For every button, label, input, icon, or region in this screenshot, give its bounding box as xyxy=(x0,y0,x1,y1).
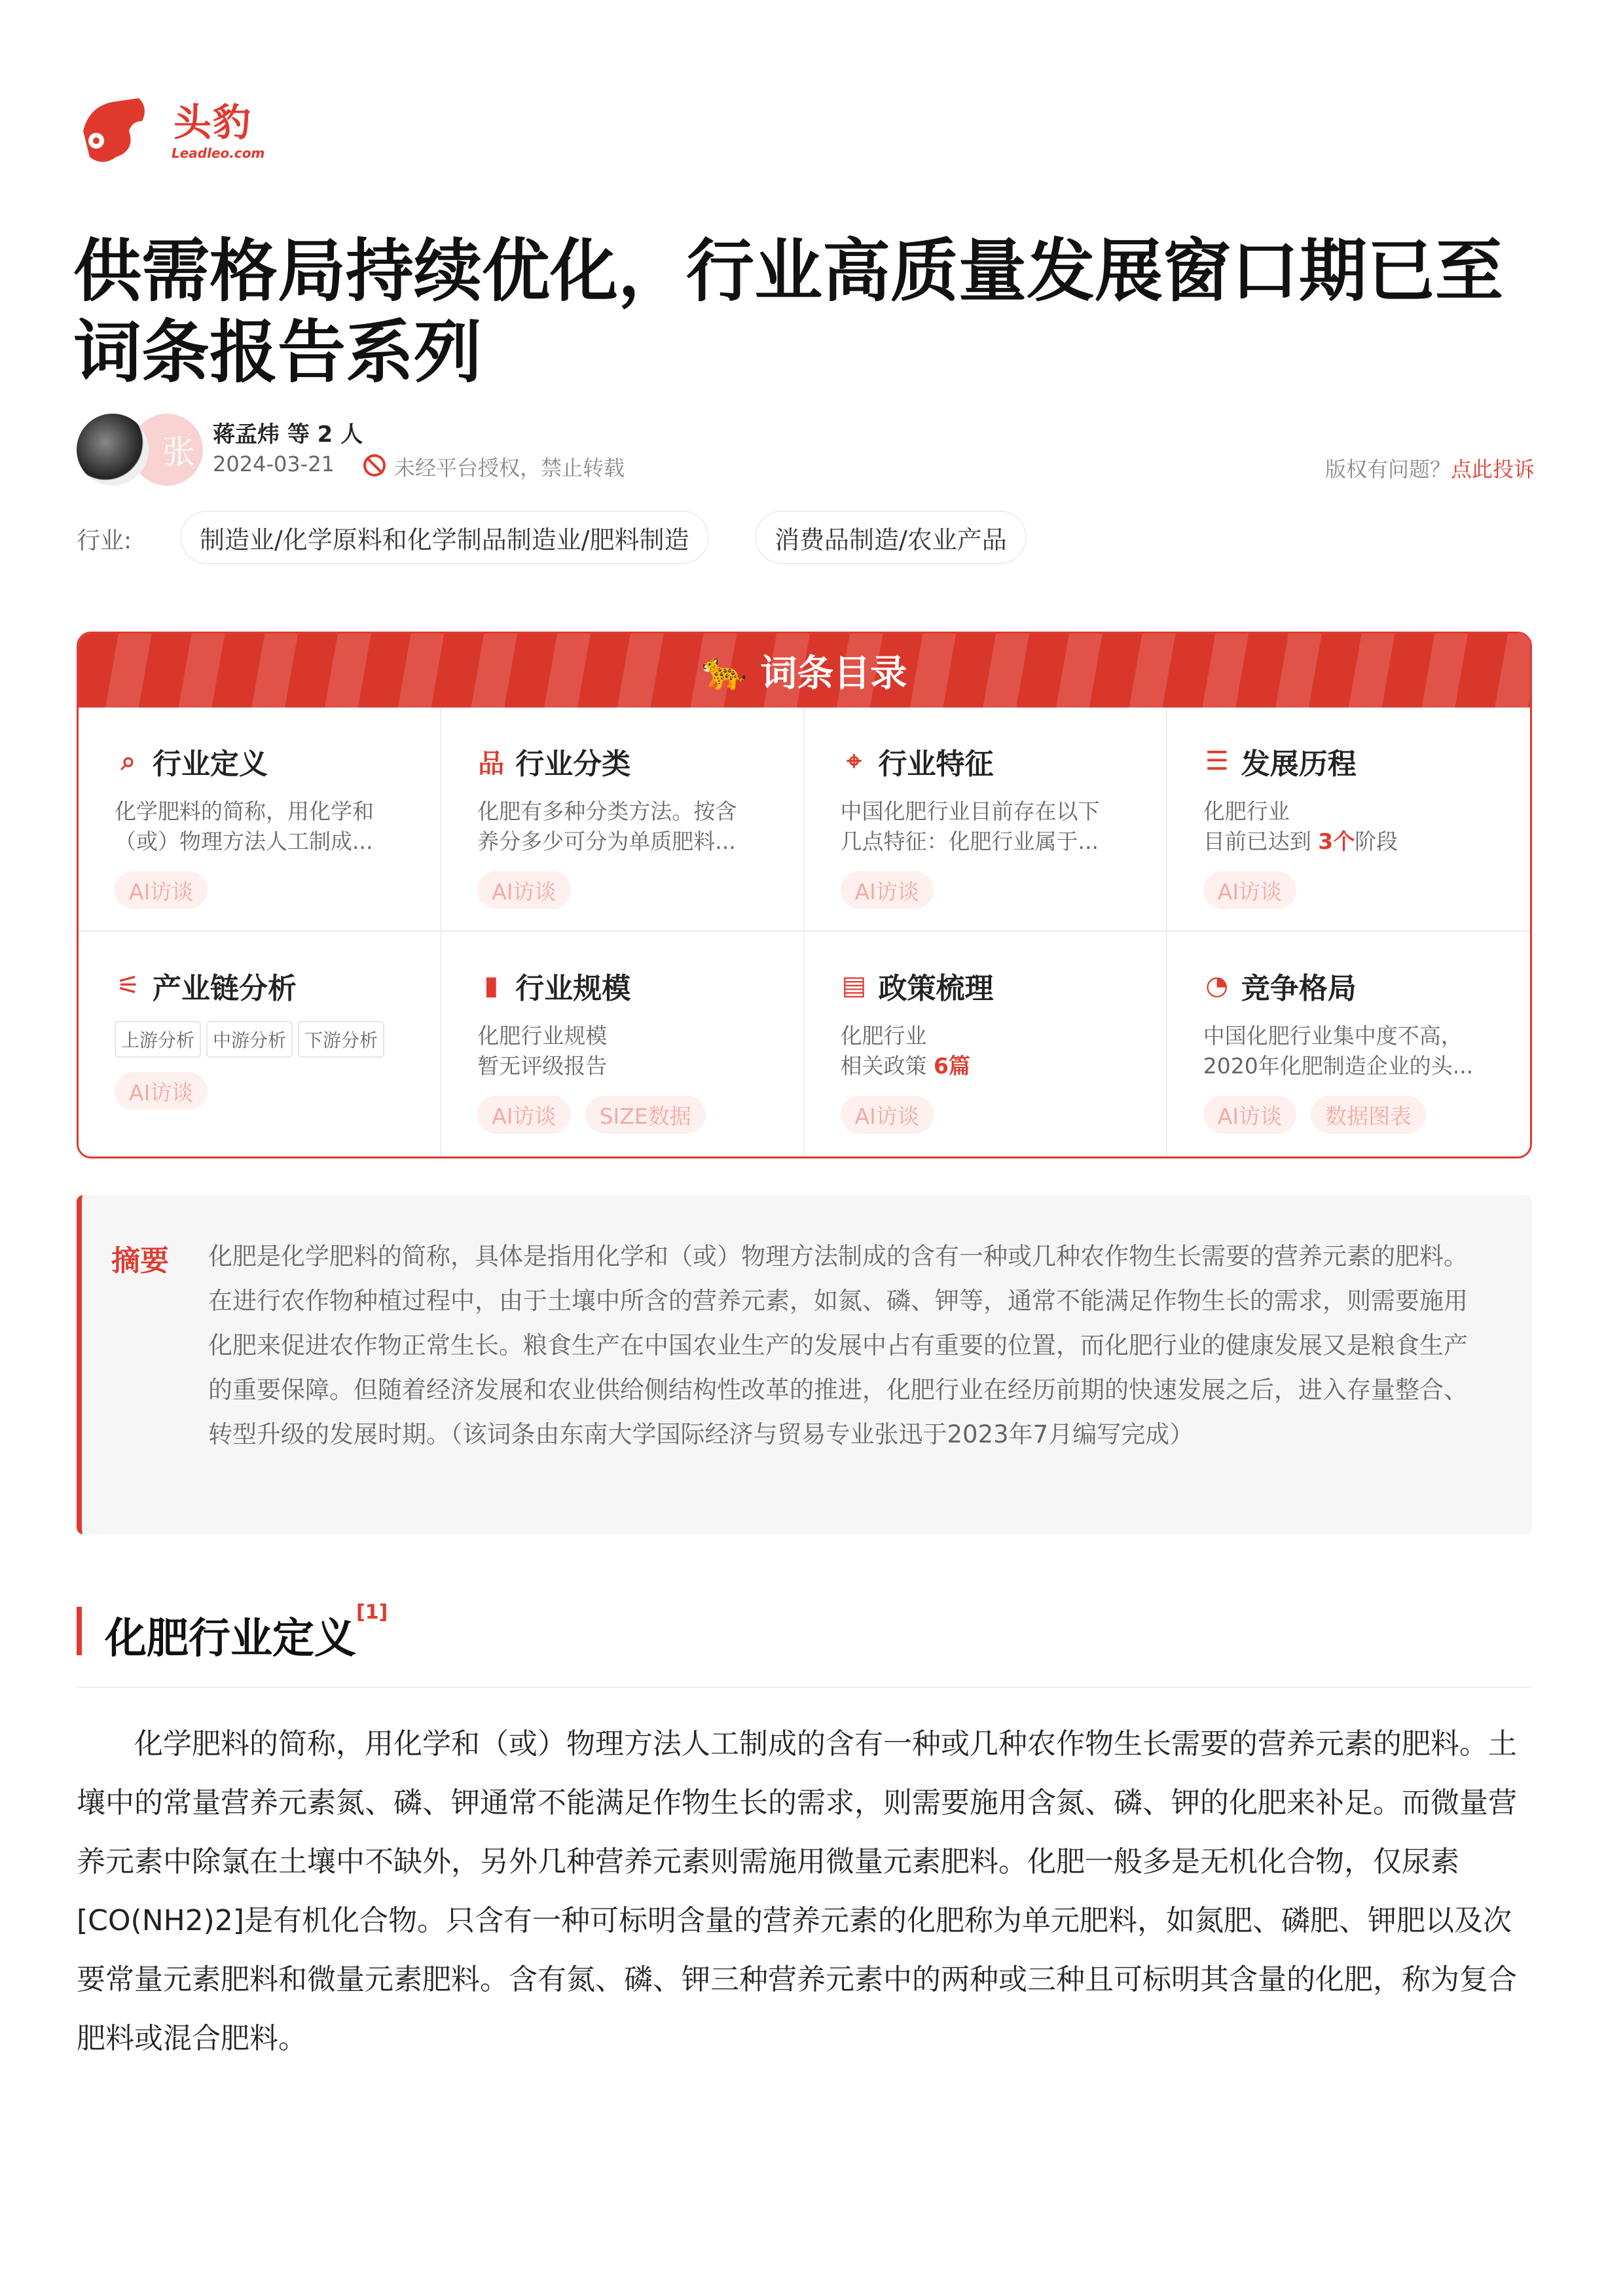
summary-text: 化肥是化学肥料的简称，具体是指用化学和（或）物理方法制成的含有一种或几种农作物生长需要的营养元素的肥料。在进行农作物种植过程中，由于土壤中所含的营养元素，如氮、磷、钾等，通常不能满足作物生长的需求，则需要施用化肥来促进农作物正常生长。粮食生产在中国农业生产的发展中占有重要的位置，而化肥行业的健康发展又是粮食生产的重要保障。但随着经济发展和农业供给侧结构性改革的推进，化肥行业在经历前期的快速发展之后，进入存量整合、转型升级的发展时期。（该词条由东南大学国际经济与贸易专业张迅于2023年7月编写完成） xyxy=(208,1242,1468,1448)
policy-doc-icon: ▤ xyxy=(841,971,867,1001)
brand-name: 头豹 xyxy=(173,100,253,145)
toc-item-title: 行业分类 xyxy=(515,747,631,781)
toc-desc: 目前已达到 xyxy=(1203,829,1319,854)
toc-item-chain[interactable] xyxy=(79,932,441,1158)
ai-interview-button[interactable]: AI访谈 xyxy=(841,871,934,909)
downstream-chip[interactable]: 下游分析 xyxy=(298,1021,384,1058)
toc-item-history[interactable] xyxy=(1167,708,1530,932)
ai-interview-button[interactable]: AI访谈 xyxy=(477,871,570,909)
summary-label: 摘要 xyxy=(111,1244,169,1278)
toc-item-competition[interactable] xyxy=(1167,932,1530,1158)
size-data-button[interactable]: SIZE数据 xyxy=(585,1096,706,1134)
publish-date: 2024-03-21 xyxy=(213,452,335,476)
toc-item-title: 政策梳理 xyxy=(878,972,994,1005)
toc-item-policy[interactable] xyxy=(805,932,1167,1158)
avatar-secondary[interactable]: 张 xyxy=(131,414,203,486)
industry-label: 行业: xyxy=(77,528,132,554)
stage-count: 3个 xyxy=(1318,829,1355,854)
toc-item-definition[interactable] xyxy=(79,708,441,932)
chain-icon: ⚟ xyxy=(117,971,140,1001)
midstream-chip[interactable]: 中游分析 xyxy=(206,1021,293,1058)
avatar[interactable] xyxy=(77,414,149,486)
section-body: 化学肥料的简称，用化学和（或）物理方法人工制成的含有一种或几种农作物生长需要的营养元素的肥料。土壤中的常量营养元素氮、磷、钾通常不能满足作物生长的需求，则需要施用含氮、磷、钾的化肥来补足。而微量营养元素中除氯在土壤中不缺外，另外几种营养元素则需施用微量元素肥料。化肥一般多是无机化合物，仅尿素[CO(NH2)2]是有机化合物。只含有一种可标明含量的营养元素的化肥称为单元肥料，如氮肥、磷肥、钾肥以及次要常量元素肥料和微量元素肥料。含有氮、磷、钾三种营养元素中的两种或三种且可标明其含量的化肥，称为复合肥料或混合肥料。 xyxy=(77,1727,1517,2055)
data-chart-button[interactable]: 数据图表 xyxy=(1311,1096,1426,1134)
toc-desc: 相关政策 xyxy=(840,1053,934,1079)
toc-item-title: 行业特征 xyxy=(878,747,994,781)
leopard-icon: 🐆 xyxy=(701,649,748,692)
copyright-notice: 未经平台授权，禁止转载 xyxy=(394,456,625,480)
toc-item-features[interactable] xyxy=(805,708,1167,932)
ai-interview-button[interactable]: AI访谈 xyxy=(477,1096,570,1134)
copyright-question-text: 版权有问题？ xyxy=(1324,457,1451,482)
toc-desc: 暂无评级报告 xyxy=(477,1053,608,1079)
industry-tag[interactable]: 消费品制造/农业产品 xyxy=(755,511,1027,564)
toc-desc: 化学肥料的简称，用化学和 xyxy=(115,798,374,824)
toc-header xyxy=(79,634,1530,708)
toc-desc: 中国化肥行业目前存在以下 xyxy=(840,798,1100,824)
toc-item-scale[interactable] xyxy=(441,932,804,1158)
toc-item-title: 行业定义 xyxy=(153,747,268,781)
timeline-icon: ☰ xyxy=(1205,746,1229,776)
toc-desc: 中国化肥行业集中度不高， xyxy=(1203,1023,1463,1049)
bar-chart-icon: ▮ xyxy=(484,971,499,1001)
toc-title: 词条目录 xyxy=(760,652,907,695)
copyright-question xyxy=(1325,453,1535,483)
industry-tag[interactable]: 制造业/化学原料和化学制品制造业/肥料制造 xyxy=(180,511,709,564)
toc-item-title: 竞争格局 xyxy=(1241,972,1357,1005)
toc-desc: 化肥行业 xyxy=(1203,798,1290,824)
toc-item-title: 发展历程 xyxy=(1241,747,1357,781)
ai-interview-button[interactable]: AI访谈 xyxy=(115,871,208,909)
page-title: 供需格局持续优化，行业高质量发展窗口期已至 词条报告系列 xyxy=(73,231,1504,392)
toc-card xyxy=(77,632,1532,1158)
toc-desc: 化肥行业 xyxy=(840,1023,927,1049)
policy-count: 6篇 xyxy=(934,1053,970,1079)
toc-desc: 阶段 xyxy=(1355,829,1398,854)
ai-interview-button[interactable]: AI访谈 xyxy=(841,1096,934,1134)
toc-desc: 化肥有多种分类方法。按含 xyxy=(477,798,737,824)
toc-desc: 化肥行业规模 xyxy=(477,1023,608,1049)
ai-interview-button[interactable]: AI访谈 xyxy=(1203,871,1296,909)
toc-desc: 几点特征：化肥行业属于... xyxy=(840,829,1099,854)
divider xyxy=(77,1687,1532,1688)
section-title-text: 化肥行业定义 xyxy=(105,1615,356,1663)
toc-item-title: 产业链分析 xyxy=(153,972,297,1005)
search-frame-icon: ⌕ xyxy=(120,746,136,776)
upstream-chip[interactable]: 上游分析 xyxy=(115,1021,201,1058)
reference-link[interactable]: [1] xyxy=(356,1601,388,1624)
ai-interview-button[interactable]: AI访谈 xyxy=(1203,1096,1296,1134)
section-accent-bar xyxy=(77,1607,82,1655)
toc-desc: 2020年化肥制造企业的头... xyxy=(1203,1053,1474,1079)
prohibited-icon xyxy=(363,454,386,476)
hierarchy-icon: 品 xyxy=(478,748,505,779)
pie-chart-icon: ◔ xyxy=(1205,971,1229,1001)
section-title xyxy=(105,1601,388,1665)
feature-icon: ⌖ xyxy=(847,746,862,776)
toc-item-title: 行业规模 xyxy=(515,972,631,1005)
report-link[interactable]: 点此投诉 xyxy=(1450,457,1535,482)
toc-desc: 养分多少可分为单质肥料... xyxy=(477,829,736,854)
authors[interactable]: 蒋孟炜 等 2 人 xyxy=(213,422,363,448)
toc-item-classification[interactable] xyxy=(441,708,804,932)
ai-interview-button[interactable]: AI访谈 xyxy=(115,1072,208,1110)
brand-domain: Leadleo.com xyxy=(172,145,265,161)
toc-desc: （或）物理方法人工制成... xyxy=(115,829,373,854)
